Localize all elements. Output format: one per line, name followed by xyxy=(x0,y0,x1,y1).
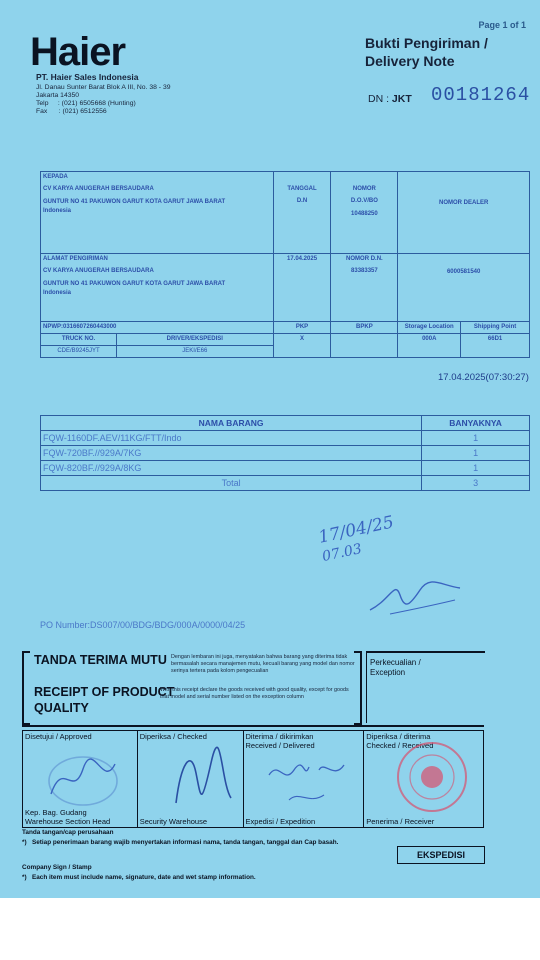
items-table xyxy=(40,415,530,491)
divider xyxy=(22,725,484,727)
dn-number-cell: NOMOR D.N. 83383357 xyxy=(331,254,398,322)
footer-note-en: *) Each item must include name, signature, date and wet stamp information. xyxy=(22,874,256,881)
item-qty: 1 xyxy=(422,446,530,461)
receipt-title-id: TANDA TERIMA MUTU xyxy=(34,653,167,667)
truck-number: CDE/B9245JYT xyxy=(41,346,117,357)
do-number-cell: NOMOR D.O.V/BO 10488250 xyxy=(331,172,398,254)
haier-logo: Haier xyxy=(30,30,126,74)
handwritten-time: 07.03 xyxy=(320,541,364,565)
handwritten-date: 17/04/25 xyxy=(316,512,396,548)
receipt-title-en-2: QUALITY xyxy=(34,701,89,715)
checker-signature xyxy=(156,743,236,813)
received-delivered-cell: Diterima / dikirimkan Received / Delivered Expedisi / Expedition xyxy=(243,731,364,828)
item-qty: 1 xyxy=(422,431,530,446)
total-label: Total xyxy=(41,476,422,491)
dn-number: 00181264 xyxy=(431,84,531,106)
delivery-address-cell: ALAMAT PENGIRIMAN CV KARYA ANUGERAH BERSAUDARA GUNTUR NO 41 PAKUWON GARUT KOTA GARUT JAWA BARAT Indonesia xyxy=(41,254,274,322)
document-title-line1: Bukti Pengiriman / xyxy=(365,35,488,51)
pkp-cell: PKP X xyxy=(273,322,331,358)
table-row xyxy=(41,461,530,476)
company-name: PT. Haier Sales Indonesia xyxy=(36,72,139,82)
print-timestamp: 17.04.2025(07:30:27) xyxy=(438,372,529,383)
item-name: FQW-720BF.//929A/7KG xyxy=(41,446,422,461)
company-phone: Telp : (021) 6505668 (Hunting) xyxy=(36,100,136,107)
document-title-line2: Delivery Note xyxy=(365,53,455,69)
dn-label: DN : JKT xyxy=(368,93,412,105)
storage-location-cell: Storage Location 000A xyxy=(398,322,461,358)
dn-prefix: JKT xyxy=(391,93,412,105)
po-number: PO Number:DS007/00/BDG/BDG/000A/0000/04/25 xyxy=(40,620,246,630)
recipient-name: CV KARYA ANUGERAH BERSAUDARA xyxy=(43,186,154,192)
total-row xyxy=(41,476,530,491)
company-address-line: Jakarta 14350 xyxy=(36,92,80,99)
bpkp-cell: BPKP xyxy=(331,322,398,358)
shipment-info-table xyxy=(40,171,530,358)
item-qty: 1 xyxy=(422,461,530,476)
date-header-cell: TANGGAL D.N xyxy=(273,172,331,254)
document-title xyxy=(365,34,525,70)
approver-signature xyxy=(43,749,123,809)
items-header-row xyxy=(41,416,530,431)
footer-note-id: *) Setiap penerimaan barang wajib menyertakan informasi nama, tanda tangan, tanggal dan Cap basah. xyxy=(22,839,339,846)
footer-company-sign: Tanda tangan/cap perusahaan xyxy=(22,829,114,836)
company-stamp xyxy=(392,737,472,817)
col-item-name: NAMA BARANG xyxy=(41,416,422,431)
recipient-address: GUNTUR NO 41 PAKUWON GARUT KOTA GARUT JAWA BARAT xyxy=(43,199,226,205)
company-address-line: Jl. Danau Sunter Barat Blok A III, No. 38 - 39 xyxy=(36,84,171,91)
recipient-cell: KEPADA CV KARYA ANUGERAH BERSAUDARA GUNTUR NO 41 PAKUWON GARUT KOTA GARUT JAWA BARAT Indonesia xyxy=(41,172,274,254)
signature-table xyxy=(22,730,484,828)
dealer-number-header: NOMOR DEALER xyxy=(398,172,530,254)
ship-date: 17.04.2025 xyxy=(273,254,331,322)
receipt-block xyxy=(22,651,362,721)
checked-cell: Diperiksa / Checked Security Warehouse xyxy=(137,731,243,828)
driver-name: JEKI/E66 xyxy=(182,348,208,354)
receipt-note-en: With this receipt declare the goods received with good quality, except for goods that model and serial number listed on the exception column xyxy=(160,687,349,700)
col-quantity: BANYAKNYA xyxy=(422,416,530,431)
dealer-number: 6000581540 xyxy=(398,254,530,322)
footer-company-stamp: Company Sign / Stamp xyxy=(22,864,92,871)
copy-label: EKSPEDISI xyxy=(397,846,485,864)
checked-received-cell: Diperiksa / diterima Checked / Received Penerima / Receiver xyxy=(364,731,484,828)
receipt-note-id: Dengan lembaran ini juga, menyatakan bahwa barang yang diterima tidak bermasalah secara manajemen mutu, kecuali barang yang model dan nomor serinya tertera pada kolom pengecualian xyxy=(171,654,355,674)
handwritten-signature xyxy=(360,570,470,620)
page-indicator: Page 1 of 1 xyxy=(478,20,526,30)
table-row xyxy=(41,431,530,446)
total-qty: 3 xyxy=(422,476,530,491)
recipient-country: Indonesia xyxy=(43,208,72,214)
table-row xyxy=(41,446,530,461)
exception-box: Perkecualian / Exception xyxy=(366,651,485,723)
approved-cell: Disetujui / Approved Kep. Bag. Gudang Warehouse Section Head xyxy=(23,731,138,828)
item-name: FQW-820BF.//929A/8KG xyxy=(41,461,422,476)
npwp-cell: NPWP:0316607260443000 TRUCK NO. DRIVER/EKSPEDISI CDE/B9245JYT JEKI/E66 xyxy=(41,322,274,358)
receipt-title-en-1: RECEIPT OF PRODUCT xyxy=(34,685,175,699)
bracket-left xyxy=(22,651,30,725)
expedition-signature xyxy=(264,755,354,810)
item-name: FQW-1160DF.AEV/11KG/FTT/Indo xyxy=(41,431,422,446)
shipping-point-cell: Shipping Point 66D1 xyxy=(461,322,530,358)
company-fax: Fax : (021) 6512556 xyxy=(36,108,107,115)
